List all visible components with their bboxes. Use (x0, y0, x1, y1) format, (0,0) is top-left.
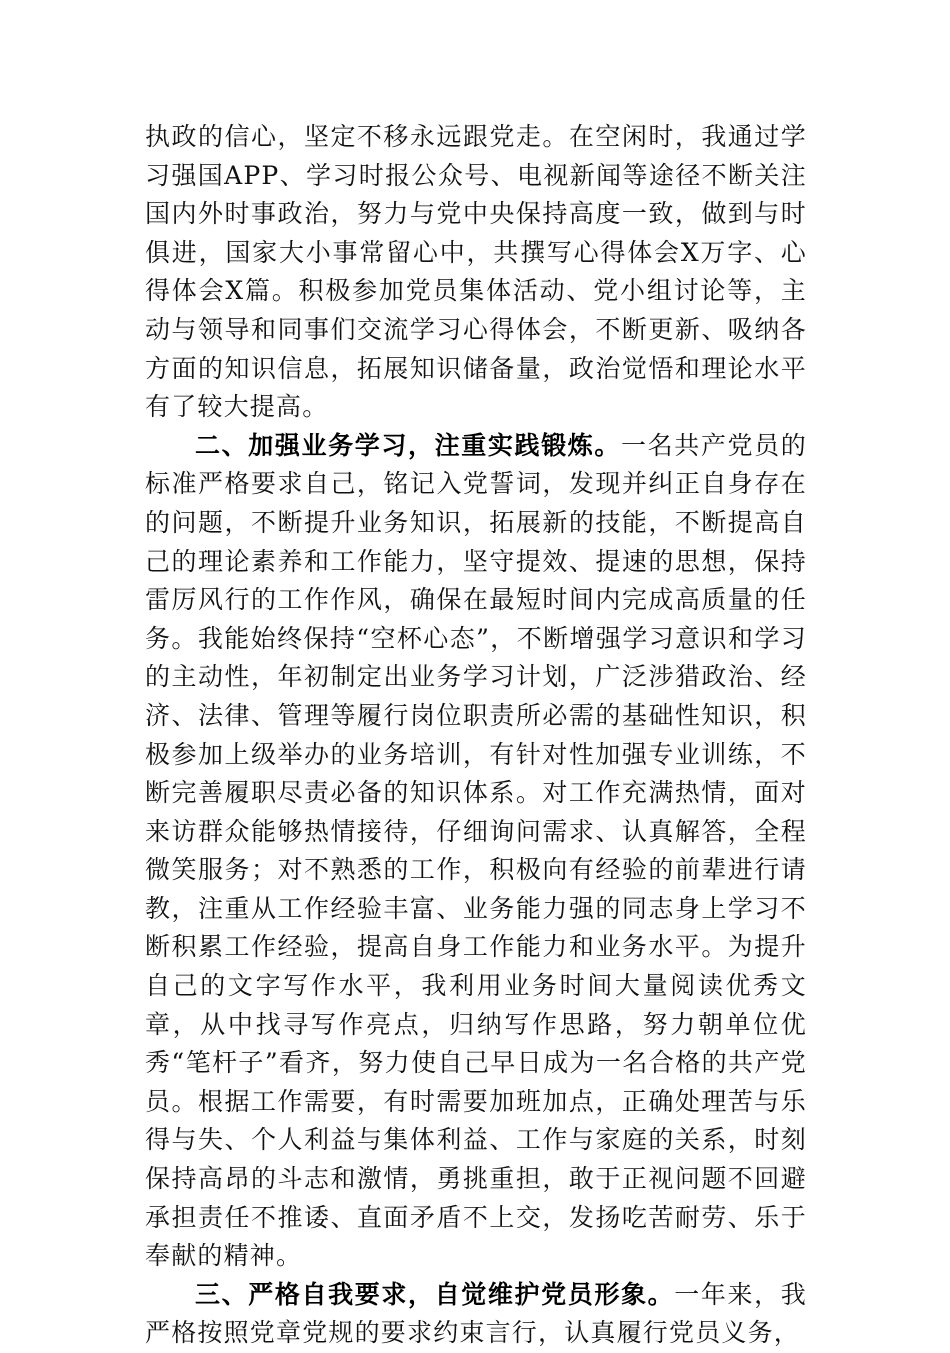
paragraph-text: 一名共产党员的标准严格要求自己，铭记入党誓词，发现并纠正自身存在的问题，不断提升业务知识，拓展新的技能，不断提高自己的理论素养和工作能力，坚守提效、提速的思想，保持雷厉风行的工作作风，确保在最短时间内完成高质量的任务。我能始终保持“空杯心态”，不断增强学习意识和学习的主动性，年初制定出业务学习计划，广泛涉猎政治、经济、法律、管理等履行岗位职责所必需的基础性知识，积极参加上级举办的业务培训，有针对性加强专业训练，不断完善履职尽责必备的知识体系。对工作充满热情，面对来访群众能够热情接待，仔细询问需求、认真解答，全程微笑服务；对不熟悉的工作，积极向有经验的前辈进行请教，注重从工作经验丰富、业务能力强的同志身上学习不断积累工作经验，提高自身工作能力和业务水平。为提升自己的文字写作水平，我利用业务时间大量阅读优秀文章，从中找寻写作亮点，归纳写作思路，努力朝单位优秀“笔杆子”看齐，努力使自己早日成为一名合格的共产党员。根据工作需要，有时需要加班加点，正确处理苦与乐得与失、个人利益与集体利益、工作与家庭的关系，时刻保持高昂的斗志和激情，勇挑重担，敢于正视问题不回避承担责任不推诿、直面矛盾不上交，发扬吃苦耐劳、乐于奉献的精神。 (145, 430, 807, 1271)
paragraph-text: 一年来，我严格按照党章党规的要求约束言行，认真履行党员义务， (145, 1279, 807, 1348)
section-heading-three: 三、严格自我要求，自觉维护党员形象。 (195, 1279, 675, 1309)
paragraph-section-two (145, 427, 807, 1276)
paragraph-section-three (145, 1276, 807, 1353)
paragraph-text: 执政的信心，坚定不移永远跟党走。在空闲时，我通过学习强国APP、学习时报公众号、电视新闻等途径不断关注国内外时事政治，努力与党中央保持高度一致，做到与时俱进，国家大小事常留心中，共撰写心得体会X万字、心得体会X篇。积极参加党员集体活动、党小组讨论等，主动与领导和同事们交流学习心得体会，不断更新、吸纳各方面的知识信息，拓展知识储备量，政治觉悟和理论水平有了较大提高。 (145, 122, 807, 422)
section-heading-two: 二、加强业务学习，注重实践锻炼。 (195, 430, 622, 460)
document-body (145, 118, 807, 1353)
paragraph-continuation (145, 118, 807, 427)
